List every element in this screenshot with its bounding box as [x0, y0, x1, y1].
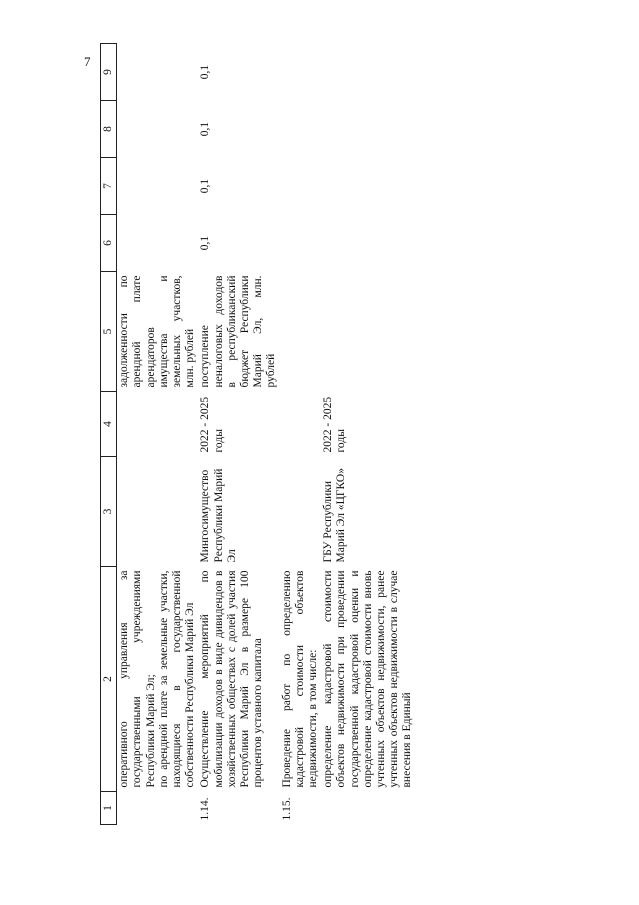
col-header: 6: [101, 215, 117, 272]
row-number: [321, 792, 415, 825]
value-2022: [280, 215, 322, 272]
value-2022: [117, 215, 199, 272]
value-2025: [280, 44, 322, 101]
col-header: 9: [101, 44, 117, 101]
description-line: оперативного управления за государственными учреждениями Республики Марий Эл;: [118, 570, 157, 788]
col-header: 3: [101, 457, 117, 567]
period: [117, 392, 199, 457]
value-2024: [117, 101, 199, 158]
program-table: [100, 43, 416, 825]
table-row: [198, 44, 279, 825]
value-2025: [321, 44, 415, 101]
value-2022: 0,1: [199, 235, 212, 251]
indicator: [280, 272, 322, 392]
executor: [117, 457, 199, 567]
header-row: [101, 44, 117, 825]
row-number: [117, 792, 199, 825]
value-2023: 0,1: [199, 178, 212, 194]
indicator: задолженности по арендной плате арендаторов имущества и земельных участков, млн. рублей: [118, 275, 197, 388]
executor: Мингосимущество Республики Марий Эл: [199, 468, 238, 563]
value-2024: [321, 101, 415, 158]
indicator: поступление неналоговых доходов в республиканский бюджет Республики Марий Эл, млн. рублей: [199, 275, 278, 388]
col-header: 5: [101, 272, 117, 392]
value-2023: [117, 158, 199, 215]
row-number: 1.14.: [199, 797, 212, 821]
table-row: [280, 44, 322, 825]
measure-description: [117, 567, 199, 792]
value-2023: [280, 158, 322, 215]
col-header: 1: [101, 792, 117, 825]
value-2024: 0,1: [199, 121, 212, 137]
table-row: [117, 44, 199, 825]
executor: [280, 457, 322, 567]
period: 2022 - 2025 годы: [322, 396, 348, 453]
value-2022: [321, 215, 415, 272]
indicator: [321, 272, 415, 392]
measure-description: определение кадастровой стоимости объектов недвижимости при проведении государственной кадастровой оценки и определение кадастровой стоимости вновь учтенных объектов недвижимости, ранее учтенных объектов недвижимости в случае внесения в Единый: [322, 570, 414, 788]
col-header: 7: [101, 158, 117, 215]
description-line: по арендной плате за земельные участки, находящиеся в государственной собственности Республики Марий Эл: [157, 570, 197, 788]
value-2025: 0,1: [199, 64, 212, 80]
period: [280, 392, 322, 457]
period: 2022 - 2025 годы: [199, 396, 225, 453]
executor: ГБУ Республики Марий Эл «ЦГКО»: [322, 468, 348, 563]
col-header: 2: [101, 567, 117, 792]
table-row: [321, 44, 415, 825]
measure-description: Проведение работ по определению кадастровой стоимости объектов недвижимости, в том числе:: [280, 570, 320, 788]
col-header: 4: [101, 392, 117, 457]
value-2024: [280, 101, 322, 158]
measure-description: Осуществление мероприятий по мобилизации доходов в виде дивидендов в хозяйственных обществах с долей участия Республики Марий Эл в размере 100 процентов уставного капитала: [199, 570, 265, 788]
value-2023: [321, 158, 415, 215]
col-header: 8: [101, 101, 117, 158]
row-number: 1.15.: [280, 797, 293, 821]
page-number: 7: [84, 54, 91, 69]
value-2025: [117, 44, 199, 101]
